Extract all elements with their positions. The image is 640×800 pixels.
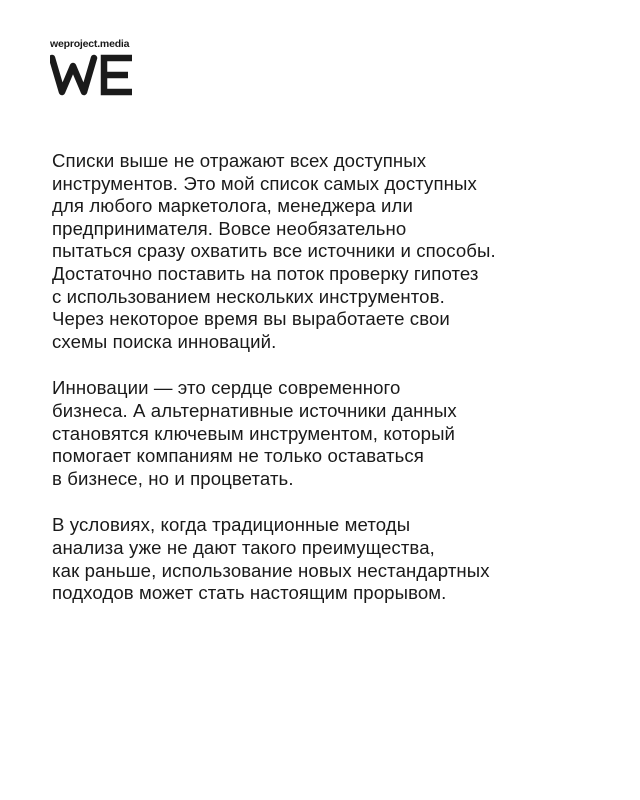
paragraph-1 [52,150,612,353]
text-line: Достаточно поставить на поток проверку гипотез [52,262,479,284]
text-line: бизнеса. А альтернативные источники данных [52,399,457,421]
brand-header [50,38,150,96]
text-line: Списки выше не отражают всех доступных [52,150,427,171]
text-line: схемы поиска инноваций. [52,330,277,352]
brand-url: weproject.media [50,38,130,50]
text-line: Инновации — это сердце современного [52,377,401,399]
text-line: как раньше, использование новых нестандартных [52,559,490,581]
text-line: становятся ключевым инструментом, который [52,422,456,444]
we-logo [50,54,134,96]
text-line: анализа уже не дают такого преимущества, [52,536,435,558]
text-line: для любого маркетолога, менеджера или [52,195,413,217]
paragraph-3 [52,514,612,604]
text-line: в бизнесе, но и процветать. [52,467,294,489]
text-line: подходов может стать настоящим прорывом. [52,582,447,604]
text-line: помогает компаниям не только оставаться [52,445,424,467]
paragraph-2 [52,377,612,490]
text-line: пытаться сразу охватить все источники и способы. [52,240,496,262]
text-line: предпринимателя. Вовсе необязательно [52,217,407,239]
text-line: В условиях, когда традиционные методы [52,514,411,536]
text-line: Через некоторое время вы выработаете свои [52,308,450,330]
text-line: инструментов. Это мой список самых доступных [52,172,477,194]
article-body [52,150,612,629]
text-line: с использованием нескольких инструментов. [52,285,445,307]
